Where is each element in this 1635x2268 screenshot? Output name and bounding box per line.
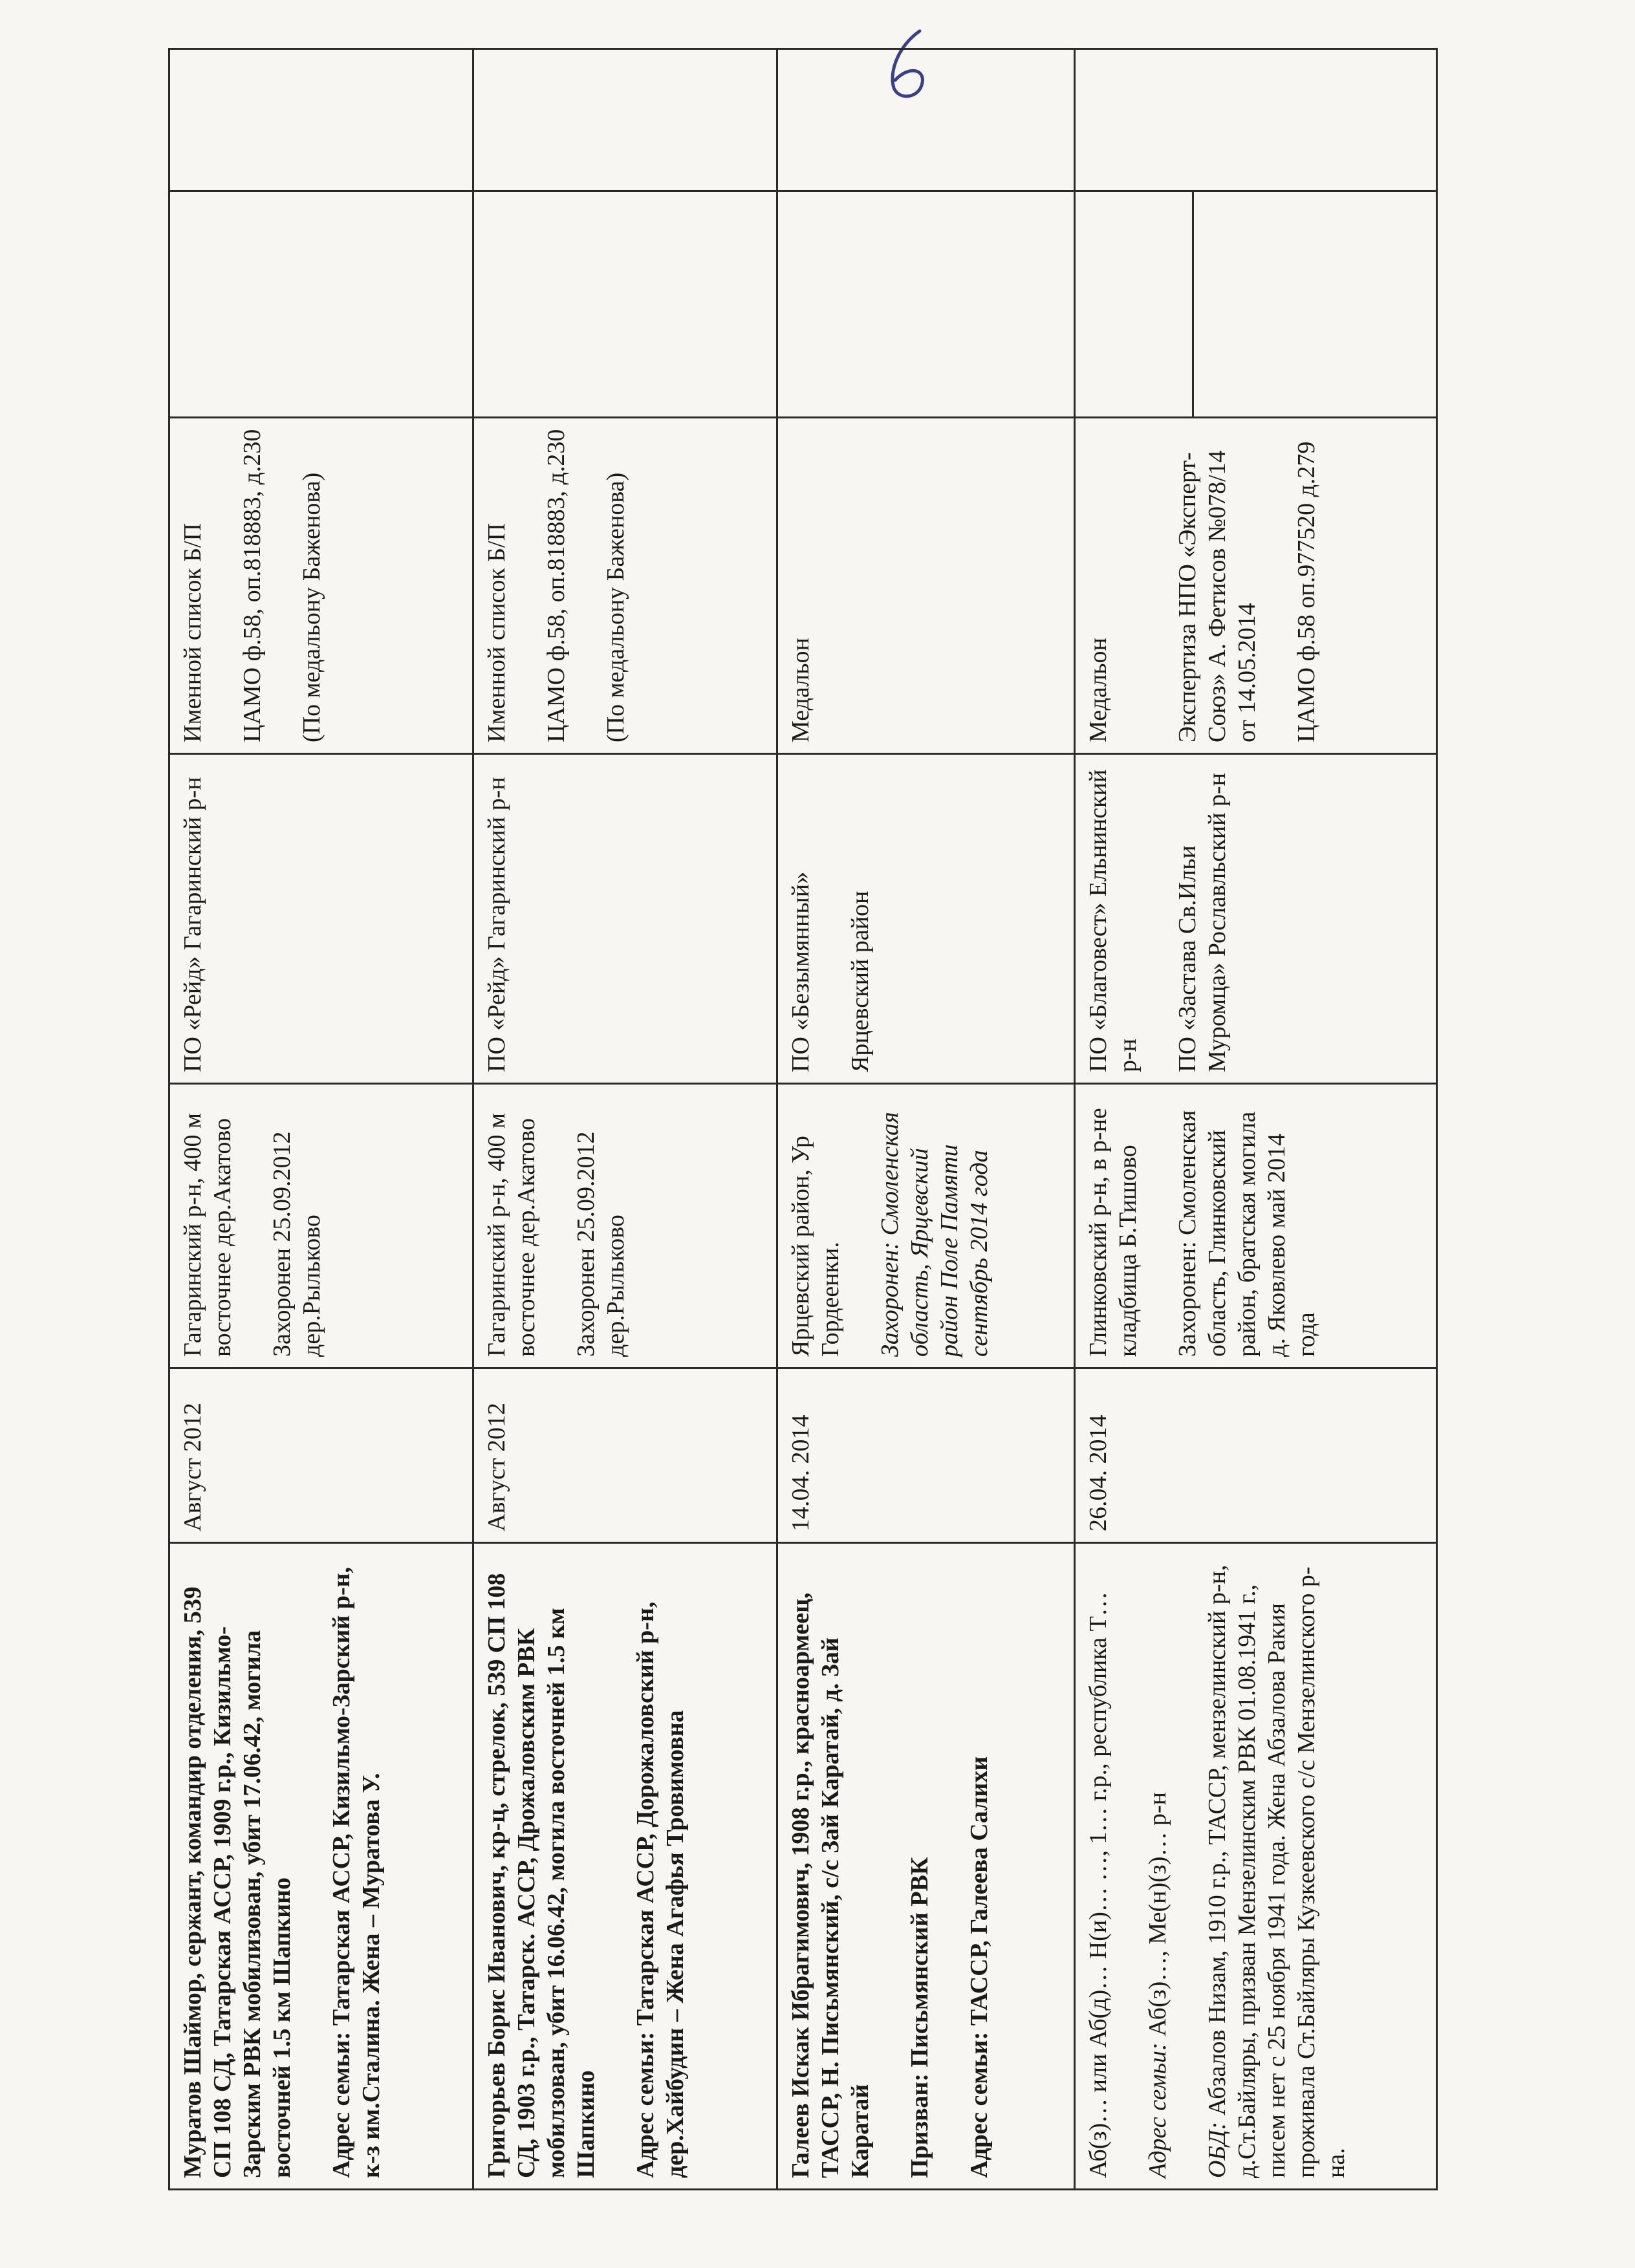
split-cell — [1075, 191, 1437, 418]
table-row — [777, 49, 1075, 2190]
table-row — [169, 49, 473, 2190]
person-cell — [169, 1543, 473, 2190]
source-archive: ЦАМО ф.58 оп.977520 д.279 — [1293, 441, 1320, 742]
date-cell — [473, 1368, 777, 1543]
date-cell — [777, 1368, 1075, 1543]
place-cell — [1075, 1084, 1437, 1368]
search-team: ПО «Рейд» Гагаринский р-н — [179, 777, 206, 1072]
find-place: Гагаринский р-н, 400 м восточнее дер.Акатово — [483, 1112, 540, 1357]
cell-divider — [1192, 192, 1194, 416]
person-info: Григорьев Борис Иванович, кр-ц, стрелок, 539 СП 108 СД, 1903 г.р., Татарск. АССР, Дрожаловским РВК мобилзован, убит 16.06.42, могила восточней 1.5 км Шапкино — [483, 1573, 600, 2178]
team-cell — [1075, 754, 1437, 1084]
person-cell — [473, 1543, 777, 2190]
find-date: 14.04. 2014 — [787, 1414, 814, 1531]
team-cell — [473, 754, 777, 1084]
source-medallion: Медальон — [1085, 638, 1112, 742]
empty-cell — [777, 191, 1075, 418]
family-address: Адрес семьи: Татарская АССР, Дорожаловский р-н, дер.Хайбудин – Жена Агафья Тровимовна — [632, 1601, 689, 2178]
obd-record: Абзалов Низам, 1910 г.р., ТАССР, мензелинский р-н, д.Ст.Байляры, призван Мензелинским РВК 01.08.1941 г., писем нет с 25 ноября 1941 года. Жена Абзалова Ракия проживала Ст.Байляры Кузкеевского с/с Мензелинского р-на. — [1204, 1564, 1350, 2178]
burial-place: Захоронен 25.09.2012 дер.Рыльково — [572, 1131, 629, 1357]
place-cell — [169, 1084, 473, 1368]
search-team-district: Ярцевский район — [847, 891, 874, 1072]
find-date: 26.04. 2014 — [1085, 1414, 1112, 1531]
source-note: (По медальону Баженова) — [298, 472, 325, 742]
burial-place: Захоронен: Смоленская область, Глинковский район, братская могила д. Яковлево май 2014 года — [1174, 1110, 1320, 1357]
empty-cell — [169, 191, 473, 418]
place-cell — [473, 1084, 777, 1368]
table-row — [1075, 49, 1437, 2190]
family-address: Адрес семьи: Татарская АССР, Кизильмо-Зарский р-н, к-з им.Сталина. Жена – Муратова У. — [328, 1566, 385, 2178]
date-cell — [169, 1368, 473, 1543]
person-info: Аб(з)… или Аб(д)… Н(и)… …, 1… г.р., республика Т… — [1085, 1592, 1112, 2178]
empty-cell — [1075, 49, 1437, 191]
source-archive: ЦАМО ф.58, оп.818883, д.230 — [543, 429, 570, 742]
obd-label: ОБД: — [1204, 2121, 1231, 2178]
source-note: (По медальону Баженова) — [602, 472, 629, 742]
drafted-by: Призван: Письмянский РВК — [906, 1857, 933, 2178]
empty-cell — [169, 49, 473, 191]
person-info: Муратов Шаймор, сержант, командир отделения, 539 СП 108 СД, Татарская АССР, 1909 г.р., Кизильмо-Зарским РВК мобилизован, убит 17.06.42, могила восточней 1.5 км Шапкино — [179, 1586, 296, 2178]
burial-place: Захоронен: Смоленская область, Ярцевский район Поле Памяти сентябрь 2014 года — [876, 1112, 993, 1357]
source-cell — [169, 418, 473, 754]
table-row — [473, 49, 777, 2190]
search-team: ПО «Благовест» Ельнинский р-н — [1085, 769, 1142, 1072]
search-team: ПО «Рейд» Гагаринский р-н — [483, 777, 510, 1072]
family-address: Аб(з)…, Ме(н)(з)… р-н — [1144, 1792, 1171, 2036]
find-place: Гагаринский р-н, 400 м восточнее дер.Акатово — [179, 1112, 236, 1357]
person-cell — [777, 1543, 1075, 2190]
empty-cell — [473, 191, 777, 418]
burial-place: Захоронен 25.09.2012 дер.Рыльково — [268, 1131, 325, 1357]
find-place: Ярцевский район, Ур Гордеенки. — [787, 1136, 844, 1357]
find-date: Август 2012 — [179, 1403, 206, 1531]
empty-cell — [777, 49, 1075, 191]
team-cell — [777, 754, 1075, 1084]
source-cell — [473, 418, 777, 754]
find-place: Глинковский р-н, в р-не кладбища Б.Тишово — [1085, 1108, 1142, 1357]
place-cell — [777, 1084, 1075, 1368]
date-cell — [1075, 1368, 1437, 1543]
burial-records-table — [168, 48, 1438, 2190]
source-medallion: Медальон — [787, 638, 814, 742]
source-expertise: Экспертиза НПО «Эксперт-Союз» А. Фетисов №078/14 от 14.05.2014 — [1174, 450, 1261, 742]
person-cell — [1075, 1543, 1437, 2190]
source-archive: ЦАМО ф.58, оп.818883, д.230 — [239, 429, 266, 742]
source-list: Именной список Б/П — [179, 523, 206, 742]
source-cell — [777, 418, 1075, 754]
search-team: ПО «Безымянный» — [787, 871, 814, 1072]
person-info: Галеев Искак Ибрагимович, 1908 г.р., красноармеец, ТАССР, Н. Письмянский, с/с Зай Каратай, д. Зай Каратай — [787, 1592, 874, 2178]
find-date: Август 2012 — [483, 1403, 510, 1531]
empty-cell — [473, 49, 777, 191]
source-list: Именной список Б/П — [483, 523, 510, 742]
source-cell — [1075, 418, 1437, 754]
team-cell — [169, 754, 473, 1084]
family-address-label: Адрес семьи: — [1144, 2042, 1171, 2178]
search-team-second: ПО «Застава Св.Ильи Муромца» Рославльский р-н — [1174, 773, 1231, 1072]
family-address: Адрес семьи: ТАССР, Галеева Салихи — [966, 1756, 993, 2178]
